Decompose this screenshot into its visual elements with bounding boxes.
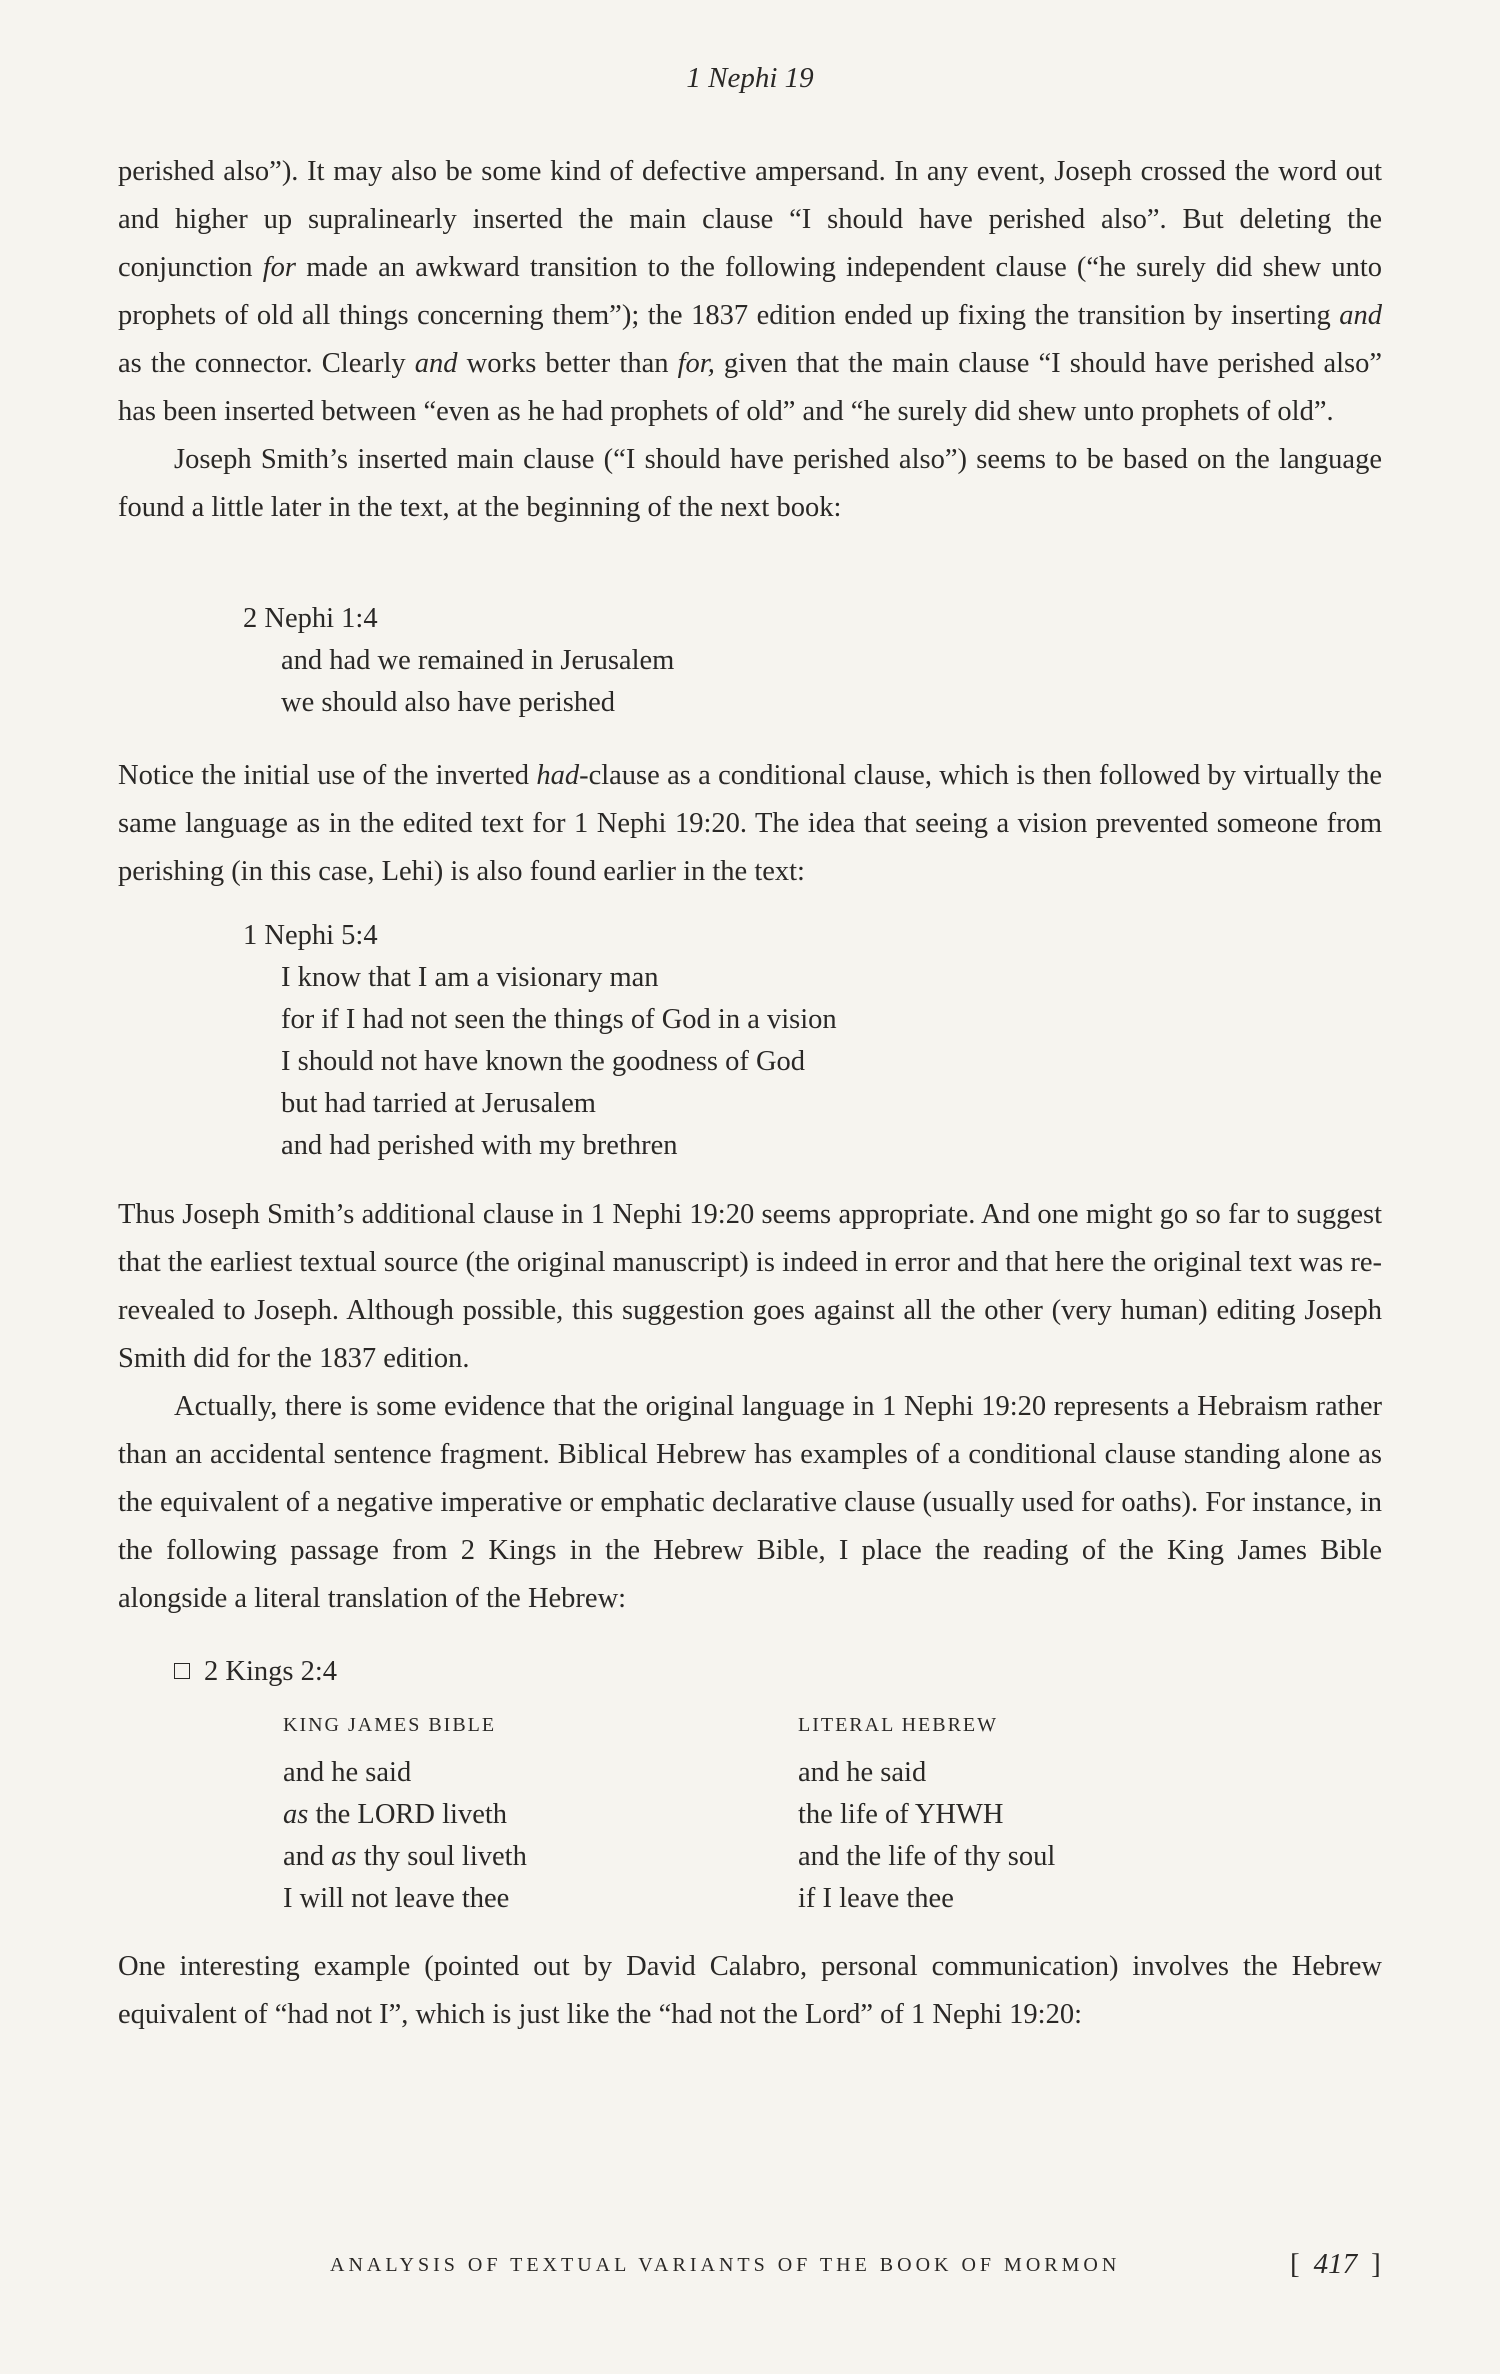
footer-title: ANALYSIS OF TEXTUAL VARIANTS OF THE BOOK OF MORMON <box>330 2254 1121 2276</box>
editorial-box-icon <box>174 1663 190 1679</box>
folio-bracket: [ <box>1290 2248 1300 2280</box>
folio-bracket: ] <box>1371 2248 1381 2280</box>
kjb-line: and he said <box>283 1757 412 1788</box>
example-reference <box>174 1651 337 1693</box>
running-head: 1 Nephi 19 <box>686 62 814 94</box>
quote-line: but had tarried at Jerusalem <box>281 1088 596 1119</box>
paragraph-5: Actually, there is some evidence that the original language in 1 Nephi 19:20 represents a Hebraism rather than an accidental sentence fragment. Biblical Hebrew has examples of a conditional clause standing alone as the equivalent of a negative imperative or emphatic declarative clause (usually used for oaths). For instance, in the following passage from 2 Kings in the Hebrew Bible, I place the reading of the King James Bible alongside a literal translation of the Hebrew: <box>118 1391 1382 1614</box>
hebrew-line: if I leave thee <box>798 1883 954 1914</box>
kjb-line: as the LORD liveth <box>283 1799 508 1830</box>
example-ref-text: 2 Kings 2:4 <box>204 1656 338 1687</box>
paragraph-2: Joseph Smith’s inserted main clause (“I should have perished also”) seems to be based on the language found a little later in the text, at the beginning of the next book: <box>118 444 1382 523</box>
kjb-line: and as thy soul liveth <box>283 1841 527 1872</box>
italic-word: as <box>331 1841 357 1872</box>
quote-line: I should not have known the goodness of God <box>281 1046 806 1077</box>
quote-1-nephi <box>243 915 837 1167</box>
hebrew-heading: LITERAL HEBREW <box>798 1714 999 1736</box>
quote-line: and had we remained in Jerusalem <box>281 645 675 676</box>
italic-word: had <box>536 760 580 791</box>
body-text-2 <box>118 752 1382 896</box>
quote-line: we should also have perished <box>281 687 615 718</box>
paragraph-3: Notice the initial use of the inverted had-clause as a conditional clause, which is then followed by virtually the same language as in the edited text for 1 Nephi 19:20. The idea that seeing a vision prevented someone from perishing (in this case, Lehi) is also found earlier in the text: <box>118 760 1383 887</box>
quote-reference: 2 Nephi 1:4 <box>243 603 378 634</box>
body-text-4 <box>118 1943 1382 2039</box>
hebrew-line: and he said <box>798 1757 927 1788</box>
hebrew-line: and the life of thy soul <box>798 1841 1056 1872</box>
kjb-heading: KING JAMES BIBLE <box>283 1714 497 1736</box>
quote-2-nephi <box>243 598 674 724</box>
hebrew-column <box>798 1710 1055 1920</box>
italic-word: as <box>283 1799 309 1830</box>
body-text-upper <box>118 148 1382 532</box>
kjb-line: I will not leave thee <box>283 1883 510 1914</box>
italic-word: and <box>1339 300 1382 331</box>
quote-line: I know that I am a visionary man <box>281 962 659 993</box>
kjb-column <box>283 1710 527 1920</box>
quote-reference: 1 Nephi 5:4 <box>243 920 378 951</box>
italic-word: and <box>414 348 458 379</box>
body-text-3 <box>118 1191 1382 1623</box>
hebrew-line: the life of YHWH <box>798 1799 1004 1830</box>
italic-word: for, <box>677 348 715 379</box>
quote-line: for if I had not seen the things of God in a vision <box>281 1004 837 1035</box>
folio-number: 417 <box>1313 2248 1358 2280</box>
page-number <box>1290 2248 1381 2281</box>
quote-line: and had perished with my brethren <box>281 1130 678 1161</box>
paragraph-4: Thus Joseph Smith’s additional clause in 1 Nephi 19:20 seems appropriate. And one might go so far to suggest that the earliest textual source (the original manuscript) is indeed in error and that here the original text was re-revealed to Joseph. Although possible, this suggestion goes against all the other (very human) editing Joseph Smith did for the 1837 edition. <box>118 1199 1382 1374</box>
italic-word: for <box>262 252 297 283</box>
paragraph-1: perished also”). It may also be some kind of defective ampersand. In any event, Joseph crossed the word out and higher up supralinearly inserted the main clause “I should have perished also”. But deleting the conjunction for made an awkward transition to the following independent clause (“he surely did shew unto prophets of old all things concerning them”); the 1837 edition ended up fixing the transition by inserting and as the connector. Clearly and works better than for, given that the main clause “I should have perished also” has been inserted between “even as he had prophets of old” and “he surely did shew unto prophets of old”. <box>118 156 1383 427</box>
paragraph-6: One interesting example (pointed out by David Calabro, personal communication) involves the Hebrew equivalent of “had not I”, which is just like the “had not the Lord” of 1 Nephi 19:20: <box>118 1951 1382 2030</box>
